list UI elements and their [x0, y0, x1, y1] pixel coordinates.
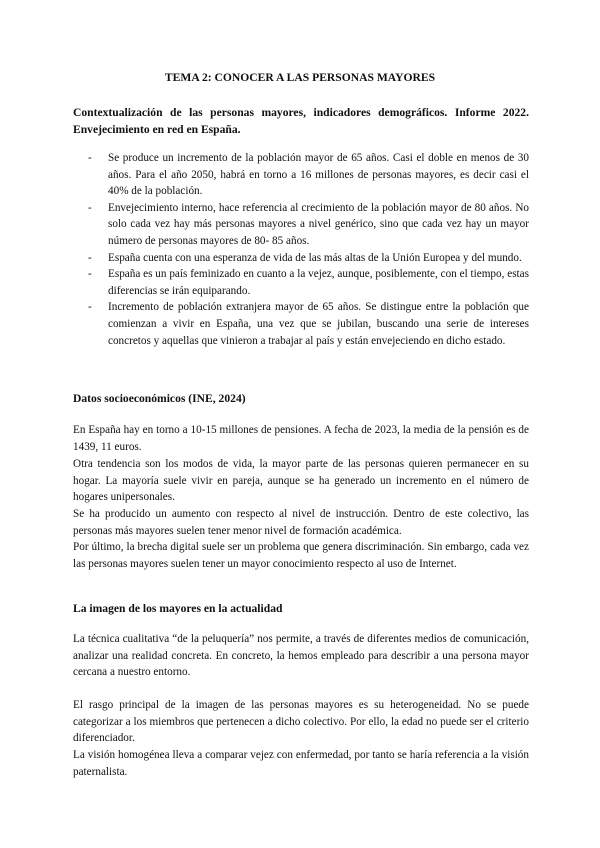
- dash-bullet-icon: -: [88, 152, 92, 164]
- paragraph-digital-gap: Por último, la brecha digital suele ser un problema que genera discriminación. Sin embargo, cada vez las personas mayores suelen tener un mayor conocimiento respecto al uso de Internet.: [73, 541, 529, 570]
- section-heading-image-elderly: La imagen de los mayores en la actualidad: [73, 602, 283, 615]
- paragraph-living-modes: Otra tendencia son los modos de vida, la mayor parte de las personas quieren permanecer en su hogar. La mayoría suele vivir en pareja, aunque se ha generado un incremento en el número de hogares unipersonales.: [73, 458, 529, 504]
- section-heading-socioeconomic: Datos socioeconómicos (INE, 2024): [73, 392, 246, 405]
- bullet-text: España es un país feminizado en cuanto a la vejez, aunque, posiblemente, con el tiempo, estas diferencias se irán equiparando.: [108, 268, 529, 297]
- bullet-item: [88, 299, 529, 349]
- paragraph-homogeneous-view: La visión homogénea lleva a comparar vejez con enfermedad, por tanto se haría referencia a la visión paternalista.: [73, 749, 529, 778]
- bullet-text: Se produce un incremento de la población mayor de 65 años. Casi el doble en menos de 30 años. Para el año 2050, habrá en torno a 16 millones de personas mayores, es decir casi el 40% de la población.: [108, 152, 529, 198]
- dash-bullet-icon: -: [88, 251, 92, 264]
- paragraph-heterogeneity: El rasgo principal de la imagen de las personas mayores es su heterogeneidad. No se puede categorizar a los miembros que pertenecen a dicho colectivo. Por ello, la edad no puede ser el criterio diferenciador.: [73, 699, 529, 745]
- bullet-text: España cuenta con una esperanza de vida de las más altas de la Unión Europea y del mundo.: [108, 251, 522, 264]
- paragraph-pensions: En España hay en torno a 10-15 millones de pensiones. A fecha de 2023, la media de la pensión es de 1439, 11 euros.: [73, 424, 529, 453]
- bullet-text: Incremento de población extranjera mayor de 65 años. Se distingue entre la población que comienzan a vivir en España, una vez que se jubilan, buscando una serie de intereses concretos y aquellas que vinieron a trabajar al país y están envejeciendo en dicho estado.: [108, 301, 529, 347]
- bullet-item: [88, 200, 529, 250]
- dash-bullet-icon: -: [88, 268, 92, 281]
- bullet-item: [88, 266, 529, 299]
- bullet-item: [88, 250, 529, 267]
- demographics-bullet-list: [88, 150, 529, 349]
- document-title: TEMA 2: CONOCER A LAS PERSONAS MAYORES: [164, 71, 436, 84]
- dash-bullet-icon: -: [88, 201, 92, 214]
- section-heading-demographics: Contextualización de las personas mayores, indicadores demográficos. Informe 2022. Envejecimiento en red en España.: [73, 106, 529, 136]
- paragraph-education: Se ha producido un aumento con respecto al nivel de instrucción. Dentro de este colectivo, las personas más mayores suelen tener menor nivel de formación académica.: [73, 508, 529, 537]
- dash-bullet-icon: -: [88, 301, 92, 314]
- paragraph-hairdresser-technique: La técnica cualitativa “de la peluquería” nos permite, a través de diferentes medios de comunicación, analizar una realidad concreta. En concreto, la hemos empleado para describir a una persona mayor cercana a nuestro entorno.: [73, 633, 529, 679]
- bullet-text: Envejecimiento interno, hace referencia al crecimiento de la población mayor de 80 años. No solo cada vez hay más personas mayores a nivel genérico, sino que cada vez hay un mayor número de personas mayores de 80- 85 años.: [108, 201, 529, 247]
- bullet-item: [88, 150, 529, 200]
